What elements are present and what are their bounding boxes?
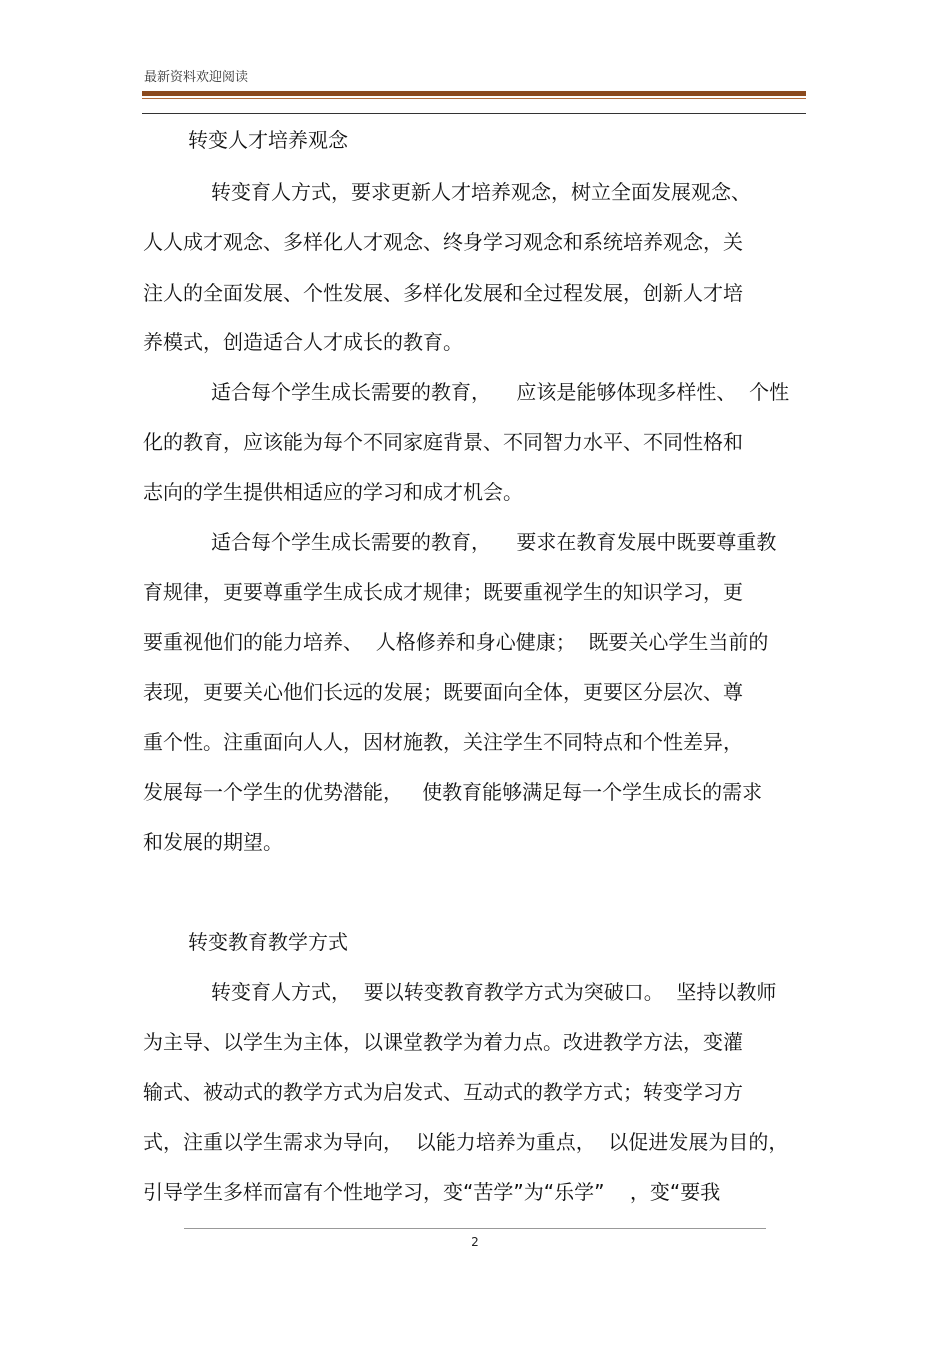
- header-decorative-bar: [142, 91, 806, 96]
- paragraph-line: 为主导、以学生为主体，以课堂教学为着力点。改进教学方法，变灌: [143, 1030, 743, 1054]
- paragraph-line: 引导学生多样而富有个性地学习，变“苦学”为“乐学” ，变“要我: [143, 1180, 721, 1204]
- paragraph-line: 要重视他们的能力培养、 人格修养和身心健康； 既要关心学生当前的: [143, 630, 769, 654]
- paragraph-line: 育规律，更要尊重学生成长成才规律；既要重视学生的知识学习，更: [143, 580, 743, 604]
- header-text: 最新资料欢迎阅读: [144, 70, 249, 85]
- paragraph-line: 化的教育，应该能为每个不同家庭背景、不同智力水平、不同性格和: [143, 430, 743, 454]
- paragraph-line: 发展每一个学生的优势潜能， 使教育能够满足每一个学生成长的需求: [143, 780, 763, 804]
- paragraph-line: 转变育人方式， 要以转变教育教学方式为突破口。 坚持以教师: [211, 980, 777, 1004]
- paragraph-line: 输式、被动式的教学方式为启发式、互动式的教学方式；转变学习方: [143, 1080, 743, 1104]
- paragraph-line: 和发展的期望。: [143, 830, 283, 854]
- paragraph-line: 养模式，创造适合人才成长的教育。: [143, 330, 463, 354]
- paragraph-line: 重个性。注重面向人人，因材施教，关注学生不同特点和个性差异，: [143, 730, 743, 754]
- header-decorative-thin-bar: [142, 98, 806, 99]
- paragraph-line: 适合每个学生成长需要的教育， 应该是能够体现多样性、 个性: [211, 380, 790, 404]
- paragraph-line: 人人成才观念、多样化人才观念、终身学习观念和系统培养观念，关: [143, 230, 743, 254]
- header-rule: [142, 113, 806, 114]
- section-heading: 转变人才培养观念: [188, 128, 348, 152]
- paragraph-line: 志向的学生提供相适应的学习和成才机会。: [143, 480, 523, 504]
- footer-rule: [184, 1228, 766, 1229]
- page-number: 2: [471, 1235, 479, 1249]
- paragraph-line: 注人的全面发展、个性发展、多样化发展和全过程发展，创新人才培: [143, 281, 743, 305]
- section-heading: 转变教育教学方式: [188, 930, 348, 954]
- paragraph-line: 转变育人方式，要求更新人才培养观念，树立全面发展观念、: [211, 180, 751, 204]
- paragraph-line: 表现，更要关心他们长远的发展；既要面向全体，更要区分层次、尊: [143, 680, 743, 704]
- paragraph-line: 式，注重以学生需求为导向， 以能力培养为重点， 以促进发展为目的，: [143, 1130, 789, 1154]
- paragraph-line: 适合每个学生成长需要的教育， 要求在教育发展中既要尊重教: [211, 530, 777, 554]
